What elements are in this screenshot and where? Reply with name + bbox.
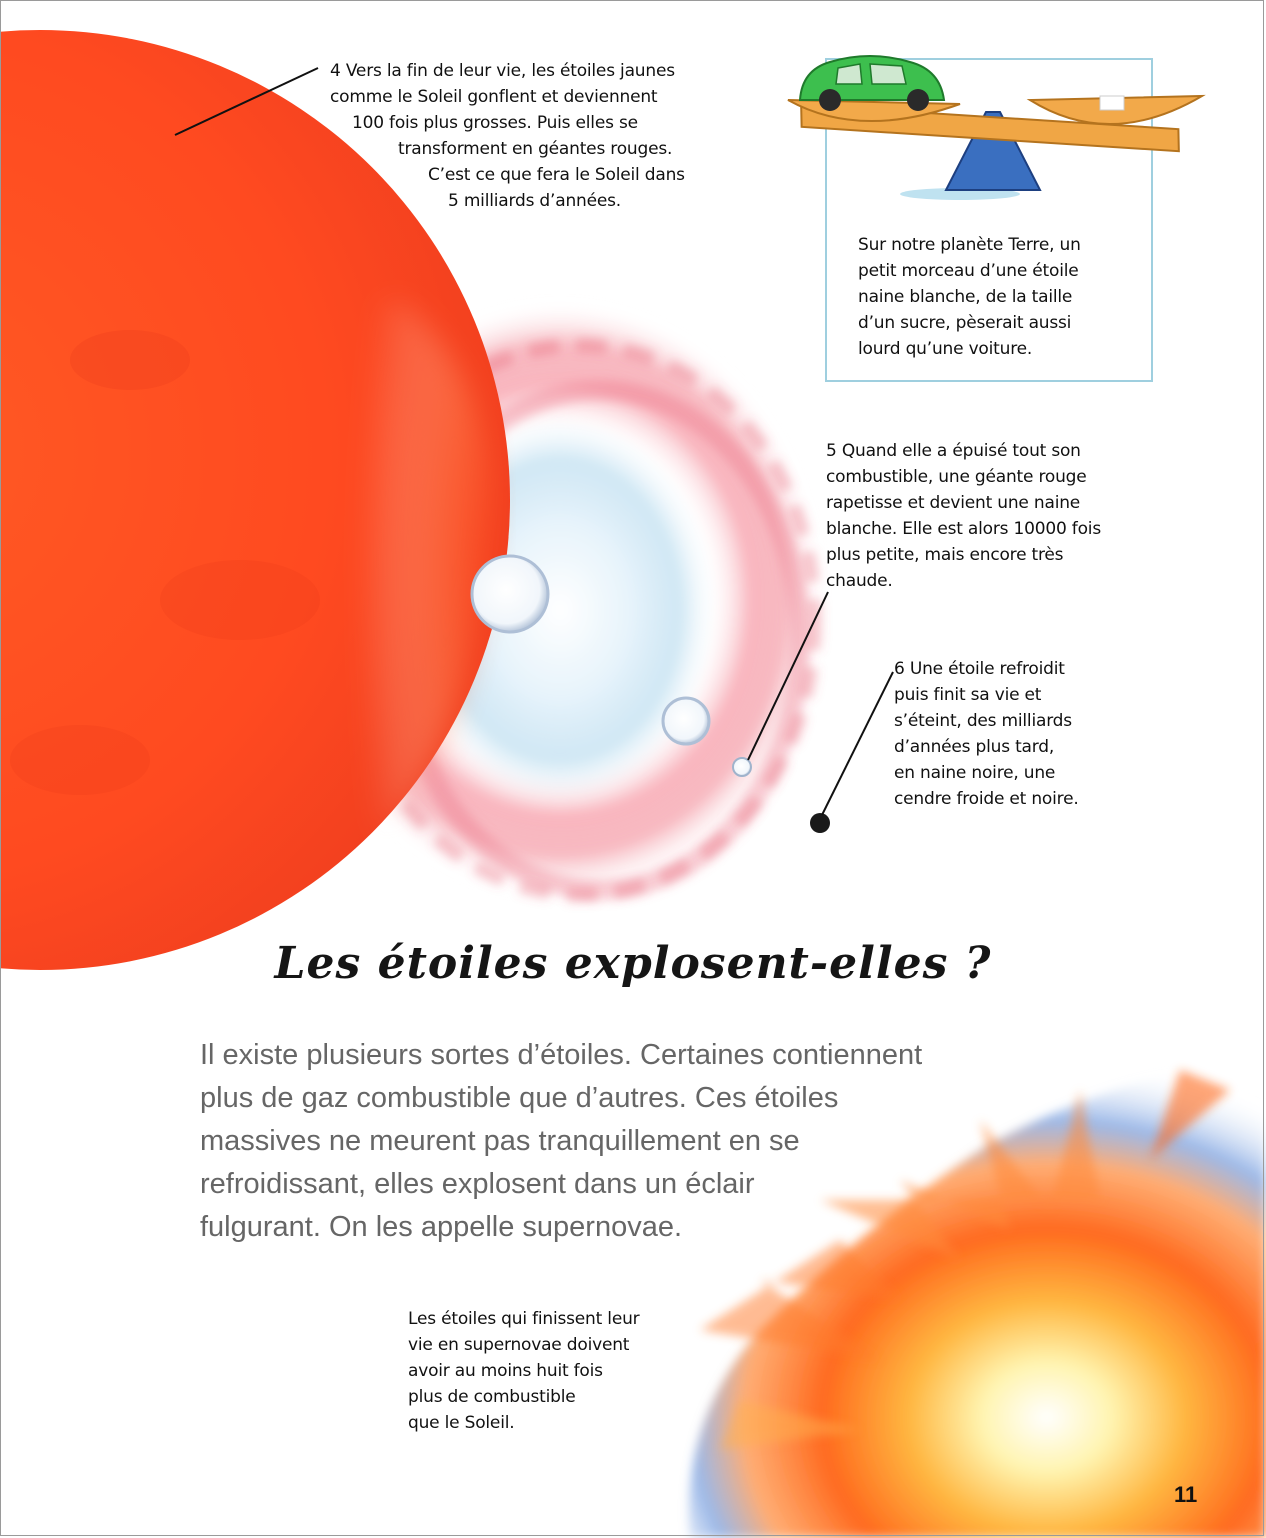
caption-line: plus petite, mais encore très [826, 545, 1064, 565]
caption-line: petit morceau d’une étoile [858, 261, 1079, 281]
caption-line: rapetisse et devient une naine [826, 493, 1081, 513]
caption-line: 6 Une étoile refroidit [894, 659, 1065, 679]
caption-line: s’éteint, des milliards [894, 711, 1072, 731]
caption-line: comme le Soleil gonflent et deviennent [330, 87, 658, 107]
black-dwarf [810, 813, 830, 833]
caption-car-fact [858, 232, 1081, 362]
caption-white-dwarf [826, 438, 1101, 594]
caption-line: plus de combustible [408, 1387, 576, 1407]
caption-red-giant [330, 58, 730, 214]
caption-line: naine blanche, de la taille [858, 287, 1073, 307]
caption-line: transforment en géantes rouges. [398, 139, 673, 159]
paragraph-line: fulgurant. On les appelle supernovae. [200, 1211, 683, 1243]
caption-line: chaude. [826, 571, 893, 591]
caption-line: combustible, une géante rouge [826, 467, 1087, 487]
pointer-line-black-dwarf [822, 672, 893, 815]
caption-line: 4 Vers la fin de leur vie, les étoiles jaunes [330, 61, 675, 81]
caption-line: d’un sucre, pèserait aussi [858, 313, 1072, 333]
caption-supernova [408, 1306, 639, 1436]
white-dwarf-medium [663, 698, 709, 744]
caption-line: 100 fois plus grosses. Puis elles se [352, 113, 638, 133]
caption-line: 5 Quand elle a épuisé tout son [826, 441, 1081, 461]
paragraph-line: Il existe plusieurs sortes d’étoiles. Certaines contiennent [200, 1039, 923, 1071]
caption-line: C’est ce que fera le Soleil dans [428, 165, 685, 185]
white-dwarf-small [733, 758, 751, 776]
page-number: 11 [1174, 1482, 1198, 1507]
caption-line: 5 milliards d’années. [448, 191, 621, 211]
caption-line: blanche. Elle est alors 10000 fois [826, 519, 1101, 539]
paragraph-line: plus de gaz combustible que d’autres. Ces étoiles [200, 1082, 839, 1114]
white-dwarf-large [472, 556, 548, 632]
caption-line: en naine noire, une [894, 763, 1056, 783]
intro-paragraph [200, 1034, 922, 1249]
caption-line: lourd qu’une voiture. [858, 339, 1033, 359]
page-title: Les étoiles explosent-elles ? [274, 938, 992, 989]
caption-line: Sur notre planète Terre, un [858, 235, 1081, 255]
caption-line: que le Soleil. [408, 1413, 515, 1433]
caption-line: Les étoiles qui finissent leur [408, 1309, 640, 1329]
caption-line: cendre froide et noire. [894, 789, 1079, 809]
paragraph-line: massives ne meurent pas tranquillement en se [200, 1125, 800, 1157]
caption-line: vie en supernovae doivent [408, 1335, 630, 1355]
caption-black-dwarf [894, 656, 1079, 812]
paragraph-line: refroidissant, elles explosent dans un éclair [200, 1168, 755, 1200]
caption-line: d’années plus tard, [894, 737, 1055, 757]
caption-line: avoir au moins huit fois [408, 1361, 603, 1381]
caption-line: puis finit sa vie et [894, 685, 1042, 705]
